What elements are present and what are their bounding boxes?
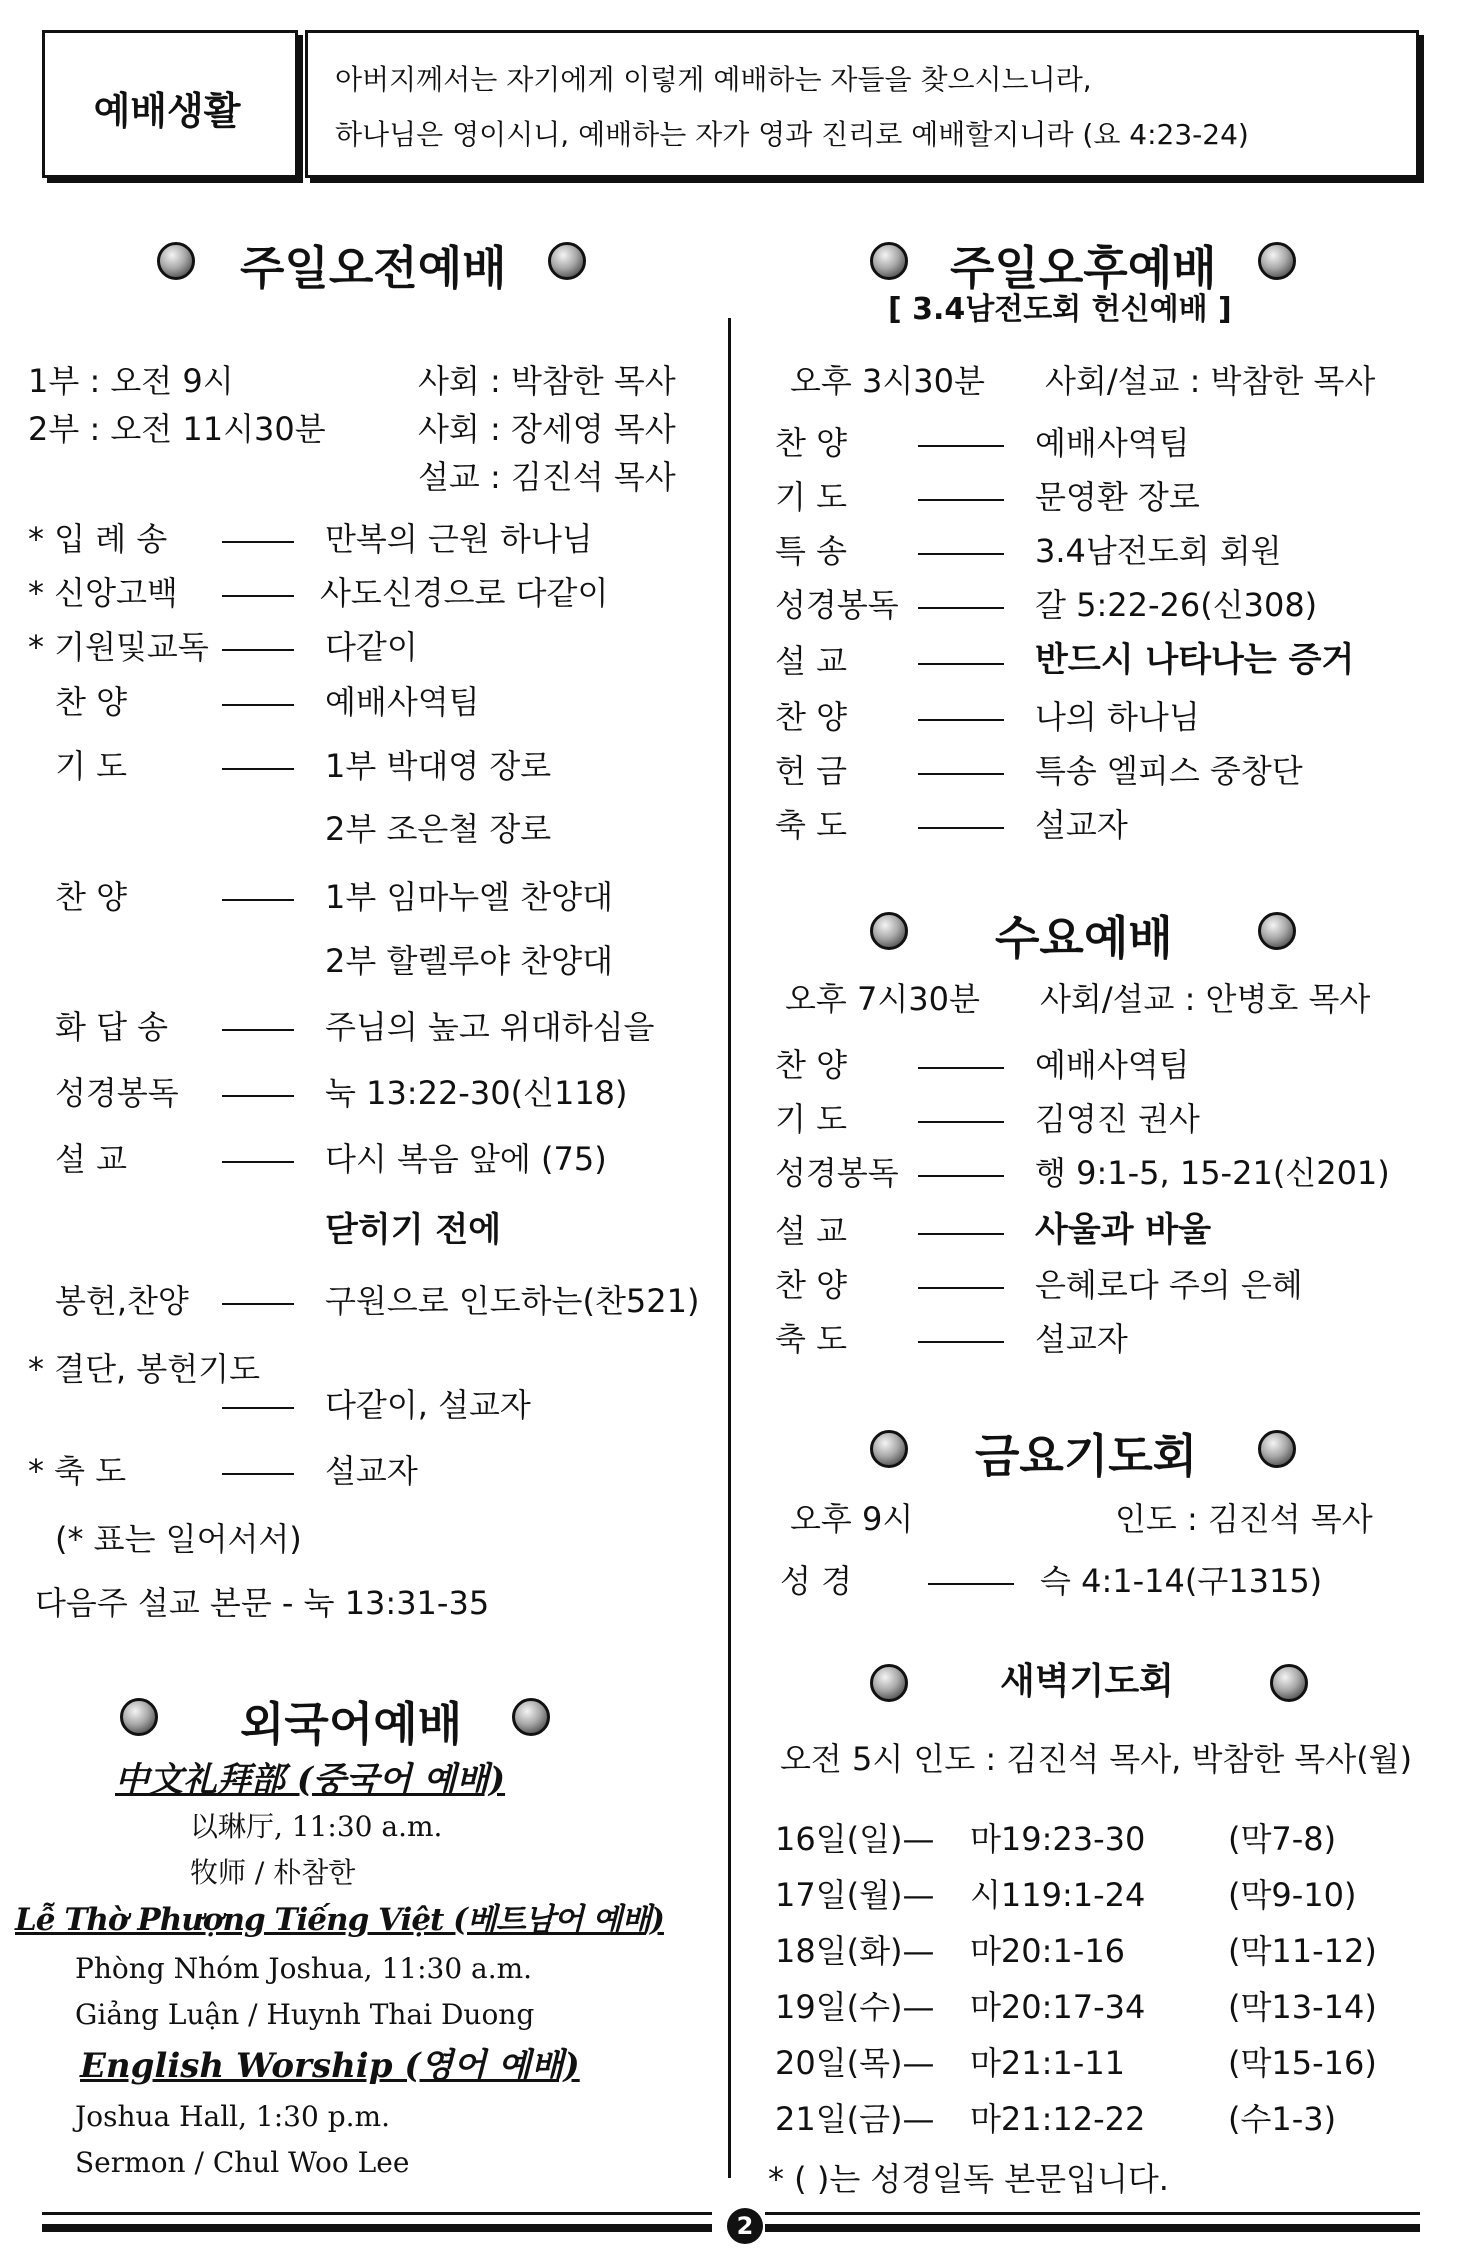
order-value: 주님의 높고 위대하심을 [325,1008,655,1046]
dash-line [918,1121,1004,1123]
dawn-day: 17일(월)— [775,1876,935,1914]
wednesday-leader: 사회/설교 : 안병호 목사 [1040,980,1371,1018]
footer-rule [765,2224,1420,2232]
order-label: 축 도 [775,806,847,844]
order-label: * 입 례 송 [28,520,168,558]
dash-line [918,499,1004,501]
order-value: 2부 할렐루야 찬양대 [325,942,613,980]
dash-line [918,773,1004,775]
friday-bible-label: 성 경 [780,1562,852,1600]
offering-label: 봉헌,찬양 [55,1282,189,1320]
header-verse-box [305,30,1419,178]
dash-line [918,553,1004,555]
dash-line [918,663,1004,665]
order-label: * 기원및교독 [28,628,209,666]
viet-title: Lễ Thờ Phượng Tiếng Việt (베트남어 예배) [15,1902,664,1938]
page-number: 2 [727,2208,763,2244]
friday-bible-value: 슥 4:1-14(구1315) [1040,1562,1323,1600]
bullet-ball-icon [1270,1664,1308,1702]
dash-line [222,595,294,597]
friday-title: 금요기도회 [975,1429,1198,1483]
dash-line [918,1287,1004,1289]
dash-line [918,1233,1004,1235]
dash-line [918,827,1004,829]
order-value: 1부 박대영 장로 [325,747,552,785]
order-value: 설교자 [1035,1320,1128,1358]
order-label: 설 교 [775,642,847,680]
viet-line-2: Giảng Luận / Huynh Thai Duong [75,1998,535,2031]
dash-line [222,1303,294,1305]
order-value: 예배사역팀 [325,683,480,721]
order-value: 예배사역팀 [1035,1046,1190,1084]
sermon-title: 반드시 나타나는 증거 [1035,640,1355,680]
bless-label: * 축 도 [28,1452,127,1490]
order-label: * 신앙고백 [28,574,178,612]
dash-line [918,1067,1004,1069]
dawn-day: 21일(금)— [775,2100,935,2138]
order-value: 1부 임마누엘 찬양대 [325,878,613,916]
order-label: 화 답 송 [55,1008,169,1046]
dash-line [918,719,1004,721]
order-label: 성경봉독 [55,1074,179,1112]
english-line-2: Sermon / Chul Woo Lee [75,2146,410,2179]
order-value: 행 9:1-5, 15-21(신201) [1035,1154,1390,1192]
dawn-passage: 시119:1-24 [970,1876,1146,1914]
chinese-line-1: 以琳厅, 11:30 a.m. [190,1810,443,1843]
column-divider [728,318,731,2178]
next-week-text: 다음주 설교 본문 - 눅 13:31-35 [35,1584,490,1622]
order-value: 은혜로다 주의 은혜 [1035,1266,1303,1304]
footer-rule [42,2212,712,2215]
offering-value: 구원으로 인도하는(찬521) [325,1282,700,1320]
order-label: 찬 양 [775,424,847,462]
foreign-title: 외국어예배 [240,1697,463,1751]
afternoon-subtitle: [ 3.4남전도회 헌신예배 ] [888,292,1232,327]
verse-line-2: 하나님은 영이시니, 예배하는 자가 영과 진리로 예배할지니라 (요 4:23-24) [335,118,1249,151]
order-value: 눅 13:22-30(신118) [325,1074,628,1112]
dawn-reading: (수1-3) [1228,2100,1337,2138]
sermon-title: 사울과 바울 [1035,1210,1212,1250]
english-line-1: Joshua Hall, 1:30 p.m. [75,2100,390,2133]
wednesday-time: 오후 7시30분 [785,980,980,1018]
dawn-reading: (막13-14) [1228,1988,1377,2026]
dawn-reading: (막9-10) [1228,1876,1357,1914]
decision-value: 다같이, 설교자 [325,1386,531,1424]
order-label: 기 도 [55,747,127,785]
bullet-ball-icon [870,1430,908,1468]
order-label: 찬 양 [775,698,847,736]
order-label: 성경봉독 [775,586,899,624]
dash-line [222,1407,294,1409]
dawn-passage: 마20:1-16 [970,1932,1126,1970]
order-label: 설 교 [55,1140,127,1178]
morning-preacher: 설교 : 김진석 목사 [418,458,676,496]
bullet-ball-icon [157,242,195,280]
standing-note: (* 표는 일어서서) [55,1520,302,1558]
afternoon-title: 주일오후예배 [950,241,1217,295]
dawn-day: 20일(목)— [775,2044,935,2082]
order-value: 만복의 근원 하나님 [325,520,593,558]
dash-line [918,607,1004,609]
order-label: 찬 양 [55,683,127,721]
order-value: 설교자 [1035,806,1128,844]
friday-time: 오후 9시 [790,1500,914,1538]
morning-leader-2: 사회 : 장세영 목사 [418,410,676,448]
dawn-passage: 마20:17-34 [970,1988,1146,2026]
header-title: 예배생활 [93,89,241,133]
order-value: 2부 조은철 장로 [325,810,552,848]
dash-line [222,1161,294,1163]
dawn-title: 새벽기도회 [1000,1661,1174,1702]
dash-line [222,768,294,770]
dash-line [222,649,294,651]
wednesday-title: 수요예배 [995,911,1173,965]
bullet-ball-icon [1258,242,1296,280]
bullet-ball-icon [1258,1430,1296,1468]
order-value: 다같이 [325,628,418,666]
dawn-info: 오전 5시 인도 : 김진석 목사, 박참한 목사(월) [780,1740,1413,1778]
morning-title: 주일오전예배 [240,241,507,295]
footer-rule [765,2212,1420,2215]
bless-value: 설교자 [325,1452,418,1490]
dash-line [222,899,294,901]
afternoon-leader: 사회/설교 : 박참한 목사 [1045,362,1376,400]
dawn-reading: (막15-16) [1228,2044,1377,2082]
morning-time-1: 1부 : 오전 9시 [28,362,234,400]
bullet-ball-icon [870,242,908,280]
footer-rule [42,2224,712,2232]
dash-line [222,704,294,706]
chinese-title: 中文礼拜部 (중국어 예배) [115,1760,506,1800]
order-value: 특송 엘피스 중창단 [1035,752,1303,790]
dash-line [918,445,1004,447]
order-value: 갈 5:22-26(신308) [1035,586,1318,624]
order-value: 나의 하나님 [1035,698,1200,736]
order-value: 다시 복음 앞에 (75) [325,1140,607,1178]
order-label: 설 교 [775,1212,847,1250]
order-label: 특 송 [775,532,847,570]
dawn-day: 19일(수)— [775,1988,935,2026]
bullet-ball-icon [870,1664,908,1702]
dash-line [918,1341,1004,1343]
dawn-note: * ( )는 성경일독 본문입니다. [768,2160,1169,2198]
dawn-reading: (막7-8) [1228,1820,1337,1858]
order-label: 찬 양 [775,1046,847,1084]
order-value: 사도신경으로 다같이 [320,574,609,612]
friday-leader: 인도 : 김진석 목사 [1115,1500,1373,1538]
dash-line [918,1175,1004,1177]
order-label: 헌 금 [775,752,847,790]
order-value: 3.4남전도회 회원 [1035,532,1282,570]
bullet-ball-icon [120,1698,158,1736]
order-label: 축 도 [775,1320,847,1358]
order-label: 기 도 [775,478,847,516]
decision-label: * 결단, 봉헌기도 [28,1350,260,1388]
order-value: 김영진 권사 [1035,1100,1200,1138]
bullet-ball-icon [512,1698,550,1736]
verse-line-1: 아버지께서는 자기에게 이렇게 예배하는 자들을 찾으시느니라, [335,63,1092,96]
dash-line [928,1583,1014,1585]
dawn-day: 16일(일)— [775,1820,935,1858]
order-label: 찬 양 [775,1266,847,1304]
dash-line [222,1095,294,1097]
order-value: 예배사역팀 [1035,424,1190,462]
chinese-line-2: 牧师 / 朴참한 [190,1856,356,1889]
dawn-passage: 마21:1-11 [970,2044,1126,2082]
order-label: 성경봉독 [775,1154,899,1192]
dawn-reading: (막11-12) [1228,1932,1377,1970]
closing-heading: 닫히기 전에 [325,1210,502,1250]
viet-line-1: Phòng Nhóm Joshua, 11:30 a.m. [75,1952,533,1985]
bullet-ball-icon [548,242,586,280]
order-label: 기 도 [775,1100,847,1138]
bullet-ball-icon [870,912,908,950]
dawn-day: 18일(화)— [775,1932,935,1970]
english-title: English Worship (영어 예배) [80,2046,580,2086]
order-label: 찬 양 [55,878,127,916]
morning-time-2: 2부 : 오전 11시30분 [28,410,326,448]
bullet-ball-icon [1258,912,1296,950]
dash-line [222,1029,294,1031]
dash-line [222,541,294,543]
dash-line [222,1473,294,1475]
dawn-passage: 마21:12-22 [970,2100,1146,2138]
afternoon-time: 오후 3시30분 [790,362,985,400]
dawn-passage: 마19:23-30 [970,1820,1146,1858]
order-value: 문영환 장로 [1035,478,1200,516]
morning-leader-1: 사회 : 박참한 목사 [418,362,676,400]
